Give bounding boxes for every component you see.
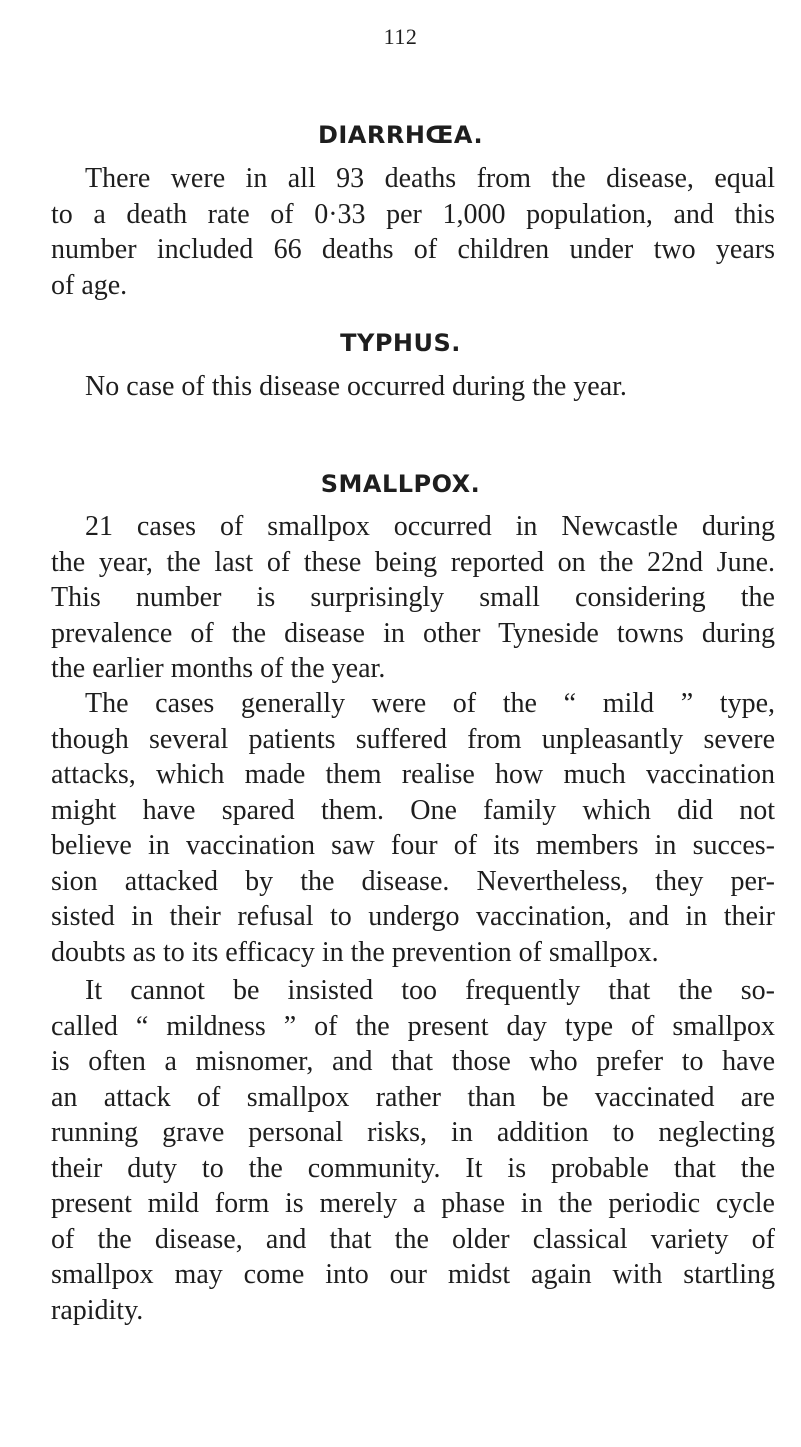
paragraph-smallpox-1 (51, 509, 775, 687)
text-line: prevalence of the disease in other Tyneside towns during (51, 617, 775, 649)
text-line: present mild form is merely a phase in the periodic cycle (51, 1188, 775, 1219)
text-line: the year, the last of these being reported on the 22nd June. (51, 546, 775, 578)
text-line: No case of this disease occurred during the year. (85, 371, 627, 402)
text-line: doubts as to its efficacy in the prevention of smallpox. (51, 936, 659, 968)
paragraph-diarrhoea (51, 161, 775, 303)
heading-smallpox: SMALLPOX. (320, 470, 481, 498)
text-line: called “ mildness ” of the present day type of smallpox (51, 1010, 775, 1042)
text-line: rapidity. (51, 1294, 144, 1326)
text-line: the earlier months of the year. (51, 653, 386, 684)
paragraph-smallpox-3 (51, 973, 775, 1328)
text-line: This number is surprisingly small considering the (51, 582, 775, 613)
text-line: an attack of smallpox rather than be vaccinated are (51, 1081, 775, 1113)
text-line: believe in vaccination saw four of its members in succes- (51, 830, 775, 861)
text-line: their duty to the community. It is probable that the (51, 1152, 775, 1184)
text-line: The cases generally were of the “ mild ” type, (85, 688, 775, 719)
text-line: to a death rate of 0·33 per 1,000 population, and this (51, 198, 775, 230)
text-line: attacks, which made them realise how much vaccination (51, 759, 775, 790)
heading-typhus: TYPHUS. (340, 329, 461, 357)
page-number: 112 (383, 24, 418, 49)
text-line: It cannot be insisted too frequently that the so- (85, 975, 775, 1006)
text-line: sisted in their refusal to undergo vaccination, and in their (51, 901, 775, 932)
paragraph-typhus (51, 369, 775, 405)
text-line: sion attacked by the disease. Nevertheless, they per- (51, 865, 775, 897)
text-line: of the disease, and that the older classical variety of (51, 1223, 775, 1255)
text-line: number included 66 deaths of children under two years (51, 234, 775, 265)
text-line: of age. (51, 269, 128, 301)
text-line: is often a misnomer, and that those who prefer to have (51, 1046, 775, 1077)
text-line: 21 cases of smallpox occurred in Newcastle during (85, 511, 775, 542)
heading-diarrhoea: DIARRHŒA. (317, 121, 484, 149)
text-line: There were in all 93 deaths from the disease, equal (85, 163, 775, 194)
text-line: might have spared them. One family which did not (51, 794, 775, 826)
text-line: smallpox may come into our midst again with startling (51, 1259, 775, 1290)
text-line: running grave personal risks, in addition to neglecting (51, 1117, 775, 1148)
text-line: though several patients suffered from unpleasantly severe (51, 723, 775, 755)
paragraph-smallpox-2 (51, 686, 775, 970)
